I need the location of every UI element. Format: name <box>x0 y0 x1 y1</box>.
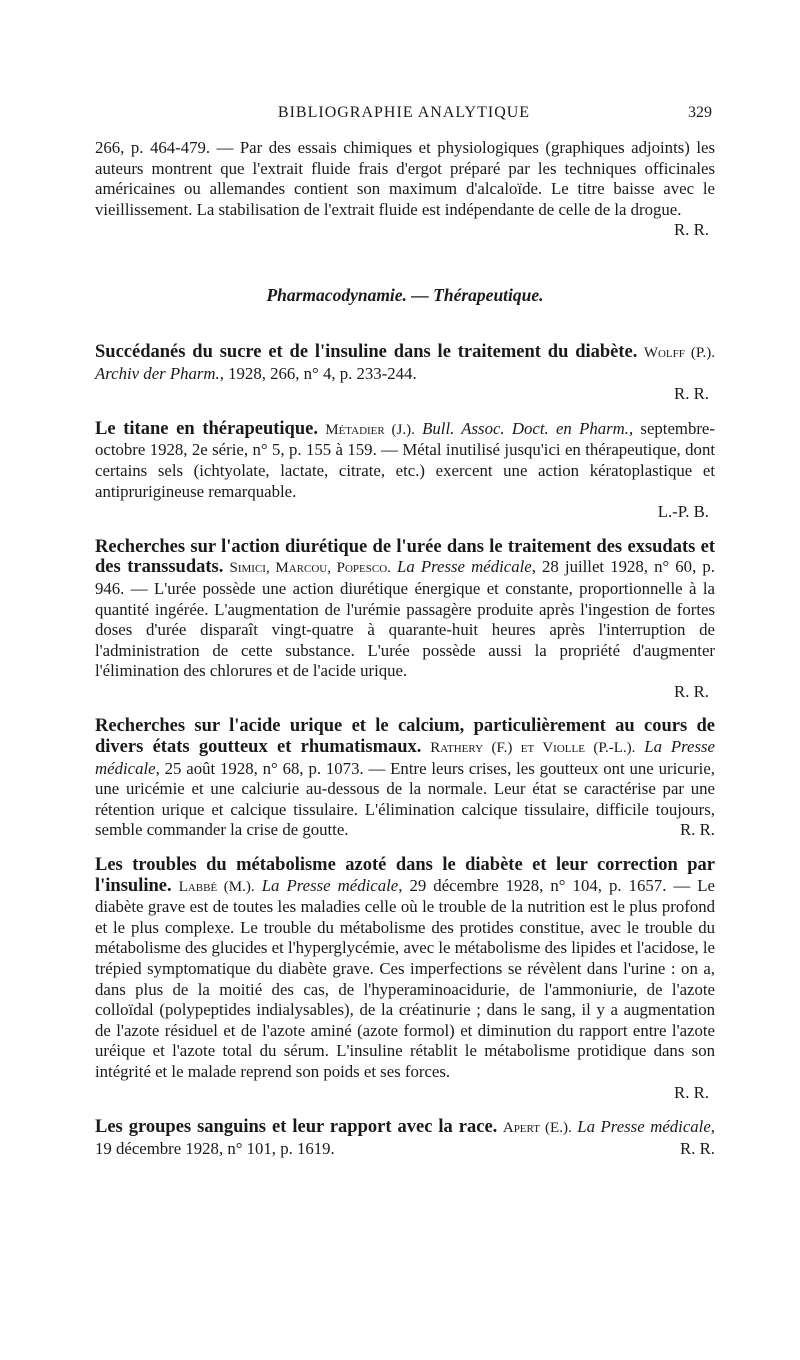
entry-signature: R. R. <box>680 1138 715 1158</box>
header-title: BIBLIOGRAPHIE ANALYTIQUE <box>277 104 531 121</box>
entry-journal: Archiv der Pharm. <box>95 363 220 383</box>
entry-ref: , 19 décembre 1928, n° 101, p. 1619. <box>95 1117 715 1158</box>
entry-text: Métal inutilisé jusqu'ici en thérapeutique, dont certains sels (ichtyolate, lactate, citrate, etc.) exercent une action kératoplastique et antiprurigineuse remarquable. <box>95 440 716 501</box>
entry-signature: R. R. <box>674 384 709 404</box>
entry-journal: Bull. Assoc. Doct. en Pharm. <box>422 418 629 438</box>
entry-ref: , 29 décembre 1928, n° 104, p. 1657. — <box>398 875 698 895</box>
entry-ref: , 25 août 1928, n° 68, p. 1073. — <box>155 758 391 778</box>
entry-title: Les troubles du métabolisme azoté dans le diabète et leur correction par l'insuline. <box>95 855 715 896</box>
entry-2 <box>95 537 715 703</box>
page-body <box>95 138 715 1173</box>
entry-signature: R. R. <box>680 820 715 840</box>
entry-text: Le diabète grave est de toutes les maladies celle où le trouble de la nutrition est le plus profond et le plus complexe. Le trouble du métabolisme des protides constitue, avec le trouble du métabolisme des glucides et l'hyperglycémie, avec le métabolisme des lipides et l'acidose, le trépied symptomatique du diabète grave. Ces imperfections se révèlent dans l'urine : on a, dans plus de la moitié des cas, de l'hyperaminoacidurie, de l'ammoniurie, de l'azote colloïdal (polypeptides indialysables), de la créatinurie ; dans le sang, il y a augmentation de l'azote résiduel et de l'azote aminé (azote formol) et diminution du rapport entre l'azote uréique et l'azote total du sérum. L'insuline rétablit le métabolisme protidique dans son intégrité et le malade reprend son poids et ses forces. <box>95 875 715 1081</box>
entry-4 <box>95 855 715 1103</box>
entry-title: Succédanés du sucre et de l'insuline dans le traitement du diabète. <box>95 341 638 362</box>
entry-5 <box>95 1117 715 1159</box>
entry-ref: , 28 juillet 1928, n° 60, p. 946. — <box>95 557 715 598</box>
entry-title: Recherches sur l'action diurétique de l'urée dans le traitement des exsudats et des transsudats. <box>95 536 715 578</box>
entry-signature: R. R. <box>674 681 709 701</box>
intro-abstract <box>95 138 715 241</box>
intro-text: 266, p. 464-479. — Par des essais chimiques et physiologiques (graphiques adjoints) les auteurs montrent que l'extrait fluide frais d'ergot préparé par les techniques officinales américaines ou allemandes contient son maximum d'alcaloïde. Le titre baisse avec le vieillissement. La stabilisation de l'extrait fluide est indépendante de celle de la drogue. <box>95 138 715 219</box>
entry-author: Rathery (F.) et Violle (P.-L.). <box>430 740 636 757</box>
entry-journal: La Presse médicale <box>577 1117 711 1137</box>
page-number: 329 <box>688 104 712 121</box>
section-heading: Pharmacodynamie. — Thérapeutique. <box>266 284 544 305</box>
entry-journal: La Presse médicale <box>397 557 532 577</box>
entry-ref: , septembre-octobre 1928, 2e série, n° 5, p. 155 à 159. — <box>95 418 715 460</box>
entry-title: Recherches sur l'acide urique et le calcium, particulièrement au cours de divers états goutteux et rhumatismaux. <box>95 716 715 758</box>
intro-signature: R. R. <box>674 220 709 240</box>
entry-1 <box>95 419 715 523</box>
entry-journal: La Presse médicale <box>95 737 715 778</box>
entry-journal: La Presse médicale <box>261 875 399 895</box>
entry-author: Labbé (M.). <box>178 878 255 895</box>
running-header <box>96 104 712 128</box>
entry-text: L'urée possède une action diurétique énergique et constante, proportionnelle à la quantité ingérée. L'augmentation de l'urémie passagère produite après l'ingestion de fortes doses d'urée disparaît vingt-quatre à quarante-huit heures après l'interruption de l'administration de cette substance. L'urée possède aussi la propriété d'augmenter l'élimination des chlorures et de l'acide urique. <box>95 578 715 681</box>
entry-signature: L.-P. B. <box>657 502 709 522</box>
entry-title: Les groupes sanguins et leur rapport avec la race. <box>95 1117 498 1138</box>
entry-ref: , 1928, 266, n° 4, p. 233-244. <box>219 363 417 383</box>
entry-author: Métadier (J.). <box>325 421 415 438</box>
entry-author: Simici, Marcou, Popesco. <box>229 560 391 577</box>
entry-signature: R. R. <box>674 1082 709 1102</box>
entry-author: Apert (E.). <box>502 1120 572 1137</box>
entry-title: Le titane en thérapeutique. <box>95 418 318 439</box>
entry-text: Entre leurs crises, les goutteux ont une uricurie, une uricémie et une calciurie au-dessous de la normale. Leur état se caractérise par une rétention urique et calcique tissulaire. L'élimination calcique tissulaire, difficile toujours, semble commander la crise de goutte. <box>95 758 715 840</box>
entry-0 <box>95 342 715 405</box>
entry-3 <box>95 716 715 841</box>
entry-author: Wolff (P.). <box>643 344 716 361</box>
